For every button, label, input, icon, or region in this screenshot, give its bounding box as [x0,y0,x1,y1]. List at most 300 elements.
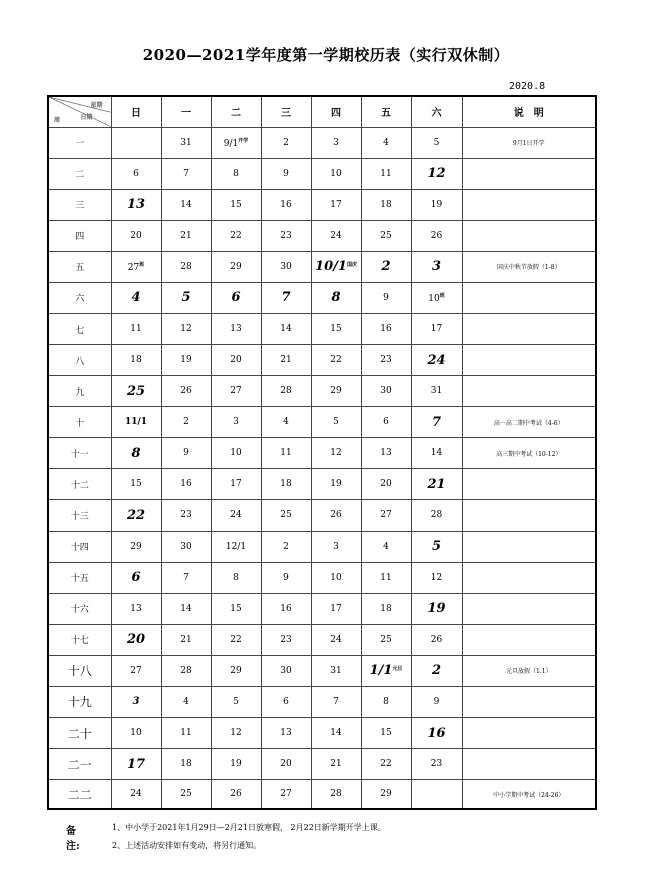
note-cell [462,376,596,407]
date-cell [311,469,361,500]
date-cell [311,407,361,438]
date-value: 8 [383,696,389,707]
remark-line-1: 1、中小学于2021年1月29日—2月21日放寒假， 2月22日新学期开学上课。 [112,823,386,832]
date-value: 29 [130,541,142,552]
table-row [48,220,596,251]
date-value: 8 [233,168,239,179]
date-value: 3 [431,259,442,275]
date-value: 23 [430,759,443,770]
table-row [48,593,596,624]
date-value: 5 [433,137,440,148]
date-cell [161,407,211,438]
week-number-cell: 二二 [48,780,111,809]
date-cell [111,189,161,220]
date-value: 4 [283,417,289,428]
date-value: 22 [230,230,242,241]
header-mon: 一 [161,96,211,127]
week-number-cell: 十八 [48,655,111,686]
date-value: 17 [430,324,443,334]
week-number-cell: 十四 [48,531,111,562]
date-cell [261,313,311,344]
date-value: 31 [330,665,342,676]
date-cell [311,624,361,655]
date-note: 2020.8 [509,81,546,92]
date-value: 28 [180,261,192,272]
date-cell [111,780,161,809]
date-value: 22 [230,634,242,645]
date-cell [311,376,361,407]
date-value: 19 [180,355,192,366]
date-cell [261,655,311,686]
date-value: 26 [330,510,342,521]
week-number-cell: 二 [48,158,111,189]
date-value: 2 [183,417,189,428]
date-value: 7 [431,414,442,430]
date-cell [261,469,311,500]
date-value: 2 [431,663,442,679]
date-cell [411,562,462,593]
header-sat: 六 [411,96,462,127]
date-value: 8 [331,290,341,306]
date-cell [261,624,311,655]
date-cell [411,407,462,438]
date-cell [261,717,311,748]
table-row [48,438,596,469]
date-value: 9 [283,168,289,179]
date-cell [211,500,261,531]
date-value: 11 [130,324,142,334]
table-row [48,686,596,717]
date-value: 31 [430,386,443,397]
date-cell [261,686,311,717]
date-value: 10 [130,728,142,739]
table-row [48,624,596,655]
date-cell [261,220,311,251]
date-value: 13 [380,448,392,459]
table-row [48,127,596,158]
date-cell [261,438,311,469]
date-value: 7 [183,572,189,583]
date-cell [261,562,311,593]
date-cell [311,593,361,624]
date-cell [411,282,462,313]
date-value: 29 [380,789,392,800]
date-cell [361,593,411,624]
date-tag: 元旦 [392,666,403,673]
note-cell: 高三期中考试（10-12） [462,438,596,469]
date-cell [111,562,161,593]
date-value: 25 [126,383,146,399]
date-value: 13 [126,197,146,213]
note-cell [462,531,596,562]
date-cell [411,624,462,655]
table-row [48,780,596,809]
date-cell [361,531,411,562]
date-value: 6 [283,696,289,707]
date-value: 10/1 [315,259,347,275]
table-row [48,562,596,593]
date-cell [411,593,462,624]
date-value: 15 [130,479,142,490]
table-row [48,717,596,748]
date-cell [161,749,211,780]
date-cell [261,158,311,189]
date-tag: 国庆 [346,262,357,269]
date-tag: 班 [139,261,145,268]
date-value: 12 [180,324,192,334]
date-value: 27 [280,789,292,800]
date-cell [411,500,462,531]
date-value: 23 [280,634,292,645]
table-row [48,345,596,376]
date-value: 10 [330,572,342,583]
date-value: 24 [130,789,142,800]
remark-line-2: 2、上述活动安排如有变动，将另行通知。 [112,841,262,850]
date-value: 17 [126,756,146,772]
date-cell [161,500,211,531]
date-cell [261,189,311,220]
date-cell [211,407,261,438]
date-value: 4 [131,290,141,306]
page-title: 2020—2021学年度第一学期校历表（实行双休制） [142,46,510,64]
date-cell [361,189,411,220]
date-value: 28 [330,789,342,800]
date-cell [361,469,411,500]
date-cell [361,127,411,158]
date-value: 8 [233,572,239,583]
date-cell [211,749,261,780]
date-value: 5 [181,290,191,306]
date-value: 18 [130,355,142,366]
date-value: 15 [230,603,242,614]
date-value: 16 [280,199,292,210]
date-value: 12/1 [225,541,247,552]
date-cell [361,717,411,748]
date-cell [161,655,211,686]
date-cell [361,749,411,780]
date-cell [311,562,361,593]
date-cell [311,345,361,376]
date-value: 19 [230,759,242,770]
date-value: 11 [380,168,392,179]
date-value: 12 [427,166,446,182]
date-value: 2 [283,137,289,148]
date-cell [211,531,261,562]
date-cell [111,749,161,780]
date-cell [361,562,411,593]
date-cell [411,655,462,686]
note-cell [462,749,596,780]
corner-cell [48,96,111,127]
week-number-cell: 三 [48,189,111,220]
date-value: 18 [380,603,392,614]
date-cell [161,376,211,407]
date-value: 21 [330,759,342,770]
date-cell [111,376,161,407]
date-value: 7 [281,290,291,306]
date-value: 9 [183,448,189,459]
date-cell [211,655,261,686]
date-cell [211,251,261,282]
remarks-label: 备注: [66,826,80,852]
date-cell [111,127,161,158]
date-value: 14 [180,603,192,614]
note-cell: 高一高二期中考试（4-6） [462,407,596,438]
date-cell [261,531,311,562]
date-value: 26 [180,386,192,397]
date-value: 4 [383,137,389,148]
date-value: 27 [380,510,392,521]
date-value: 15 [380,728,392,739]
date-cell [111,313,161,344]
date-cell [411,780,462,809]
date-value: 20 [280,759,292,770]
week-number-cell: 十五 [48,562,111,593]
date-cell [161,593,211,624]
date-value: 9/1 [223,138,239,149]
date-value: 24 [427,352,446,368]
date-value: 20 [126,632,146,648]
week-number-cell: 十九 [48,686,111,717]
date-value: 23 [180,510,192,521]
date-cell [211,189,261,220]
date-cell [211,686,261,717]
date-cell [411,438,462,469]
date-cell [111,251,161,282]
date-cell [261,251,311,282]
date-value: 22 [380,759,392,770]
date-value: 9 [383,292,389,303]
date-cell [211,376,261,407]
date-value: 30 [380,386,392,397]
date-cell [361,345,411,376]
date-cell [261,593,311,624]
date-value: 6 [231,290,241,306]
date-value: 25 [280,510,292,521]
date-cell [161,313,211,344]
date-value: 19 [330,479,342,490]
week-number-cell: 六 [48,282,111,313]
date-value: 15 [330,324,342,334]
date-value: 24 [330,634,342,645]
date-cell [411,189,462,220]
date-cell [411,345,462,376]
date-cell [111,345,161,376]
date-cell [411,531,462,562]
week-number-cell: 十六 [48,593,111,624]
date-value: 5 [333,417,339,428]
date-value: 12 [430,572,443,583]
date-cell [311,500,361,531]
date-value: 10 [330,168,342,179]
date-cell [311,749,361,780]
date-cell [361,313,411,344]
date-value: 29 [230,665,242,676]
date-cell [161,531,211,562]
date-cell [211,313,261,344]
date-value: 11/1 [124,417,148,428]
date-cell [211,282,261,313]
week-number-cell: 九 [48,376,111,407]
date-value: 14 [280,324,292,334]
date-value: 9 [283,572,289,583]
date-value: 7 [333,696,339,707]
week-number-cell: 十二 [48,469,111,500]
date-cell [311,531,361,562]
date-cell [161,686,211,717]
date-cell [411,158,462,189]
week-number-cell: 十一 [48,438,111,469]
date-value: 25 [180,789,192,800]
date-value: 6 [383,417,389,428]
date-value: 11 [180,728,192,739]
date-cell [311,158,361,189]
week-number-cell: 八 [48,345,111,376]
date-value: 4 [383,541,389,552]
date-cell [211,593,261,624]
date-value: 28 [180,665,192,676]
header-wed: 三 [261,96,311,127]
date-cell [161,438,211,469]
date-value: 3 [132,696,140,708]
date-value: 30 [280,665,292,676]
date-value: 14 [180,199,192,210]
date-cell [411,127,462,158]
date-cell [161,158,211,189]
date-cell [211,562,261,593]
date-cell [211,469,261,500]
date-cell [111,531,161,562]
corner-weekday-label: 星期 [90,102,103,109]
date-value: 8 [131,445,141,461]
note-cell [462,313,596,344]
date-value: 21 [280,355,292,366]
date-value: 23 [280,230,292,241]
date-cell [111,407,161,438]
date-value: 26 [230,789,242,800]
table-row [48,282,596,313]
date-value: 16 [280,603,292,614]
date-value: 23 [380,355,392,366]
date-cell [361,686,411,717]
date-value: 17 [330,199,342,210]
date-cell [361,407,411,438]
date-cell [161,282,211,313]
date-value: 15 [230,199,242,210]
date-cell [111,655,161,686]
date-value: 19 [430,199,443,210]
date-value: 9 [433,696,440,707]
date-value: 24 [330,230,342,241]
date-cell [211,220,261,251]
date-cell [311,438,361,469]
date-value: 18 [380,199,392,210]
date-value: 29 [330,386,342,397]
note-cell: 中小学期中考试（24-26） [462,780,596,809]
date-cell [261,407,311,438]
date-value: 14 [330,728,342,739]
note-cell [462,345,596,376]
date-value: 29 [230,261,242,272]
date-value: 20 [230,355,242,366]
date-cell [411,313,462,344]
date-cell [161,717,211,748]
header-notes: 说 明 [462,96,596,127]
date-cell [111,469,161,500]
week-number-cell: 十七 [48,624,111,655]
week-number-cell: 一 [48,127,111,158]
note-cell [462,158,596,189]
date-cell [211,717,261,748]
date-value: 26 [430,634,443,645]
header-row [48,96,596,127]
note-cell [462,717,596,748]
note-cell: 元旦放假（1.1） [462,655,596,686]
date-cell [361,624,411,655]
header-fri: 五 [361,96,411,127]
date-cell [361,376,411,407]
date-cell [311,282,361,313]
date-cell [111,717,161,748]
date-cell [161,251,211,282]
week-number-cell: 七 [48,313,111,344]
note-cell: 国庆中秋节放假（1-8） [462,251,596,282]
date-value: 11 [380,572,392,583]
date-cell [361,500,411,531]
date-value: 3 [233,417,239,428]
date-value: 13 [280,728,292,739]
date-cell [361,251,411,282]
date-cell [261,780,311,809]
date-cell [161,780,211,809]
date-value: 5 [431,539,442,555]
date-value: 12 [330,448,342,459]
note-cell [462,624,596,655]
date-value: 17 [330,603,342,614]
date-cell [411,469,462,500]
date-value: 28 [280,386,292,397]
date-cell [161,127,211,158]
date-cell [361,780,411,809]
date-cell [211,345,261,376]
note-cell [462,593,596,624]
date-cell [311,313,361,344]
date-cell [311,686,361,717]
table-row [48,251,596,282]
date-value: 13 [130,603,142,614]
week-number-cell: 四 [48,220,111,251]
date-value: 11 [280,448,292,459]
date-cell [111,282,161,313]
date-cell [161,189,211,220]
date-value: 20 [130,230,142,241]
date-value: 3 [333,541,339,552]
table-row [48,655,596,686]
date-cell [411,717,462,748]
date-cell [361,438,411,469]
date-cell [411,686,462,717]
date-value: 20 [380,479,392,490]
date-value: 16 [427,725,446,741]
note-cell [462,686,596,717]
date-cell [311,220,361,251]
date-cell [361,282,411,313]
week-number-cell: 十 [48,407,111,438]
date-value: 24 [230,510,242,521]
date-value: 21 [427,476,446,492]
date-cell [161,345,211,376]
date-value: 12 [230,728,242,739]
